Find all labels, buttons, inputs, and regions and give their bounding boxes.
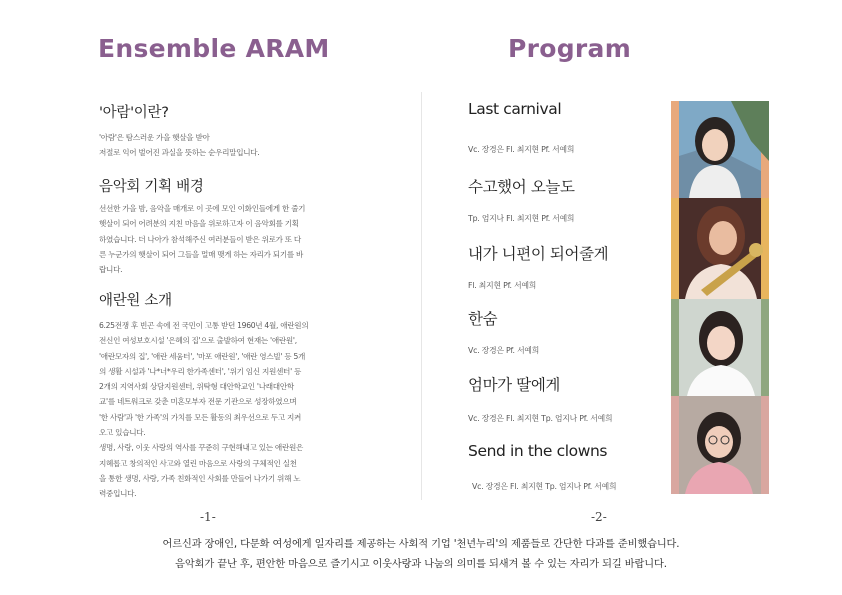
body-line: '한 사람'과 '한 가족'의 가치를 모든 활동의 최우선으로 두고 지켜 (99, 412, 302, 422)
program-credits-2: Tp. 엄지나 Fl. 최지현 Pf. 서예희 (468, 214, 575, 223)
program-title-2: 수고했어 오늘도 (468, 178, 575, 196)
program-title-5: 엄마가 딸에게 (468, 376, 560, 394)
body-line: 6.25전쟁 후 빈곤 속에 전 국민이 고통 받던 1960년 4월, 애란원의 (99, 321, 309, 330)
program-title-1: Last carnival (468, 100, 562, 118)
right-page-title: Program (508, 34, 632, 63)
body-line: 저절로 익어 벌어진 과실을 뜻하는 순우리말입니다. (99, 148, 260, 158)
program-credits-1: Vc. 장경은 Fl. 최지현 Pf. 서예희 (468, 145, 575, 154)
body-line: 랍니다. (99, 265, 123, 275)
body-line: 력중입니다. (99, 489, 137, 499)
section-heading-aram: '아람'이란? (99, 105, 169, 121)
page-number-left: -1- (200, 510, 216, 524)
body-line: 하였습니다. 더 나아가 참석해주신 여러분들이 받은 위로가 또 다 (99, 234, 301, 244)
body-line: 지혜롭고 창의적인 사고와 열린 마음으로 사랑의 구체적인 실천 (99, 458, 297, 468)
left-page-title: Ensemble ARAM (98, 34, 330, 63)
program-credits-6: Vc. 장경은 Fl. 최지현 Tp. 엄지나 Pf. 서예희 (472, 482, 617, 491)
body-line: '아람'은 탐스러운 가을 햇살을 받아 (99, 133, 210, 142)
body-line: 른 누군가의 햇살이 되어 그들을 멀매 맺게 하는 자리가 되기를 바 (99, 249, 304, 259)
performer-photo-2 (671, 198, 769, 299)
body-line: 오고 있습니다. (99, 428, 146, 438)
section-heading-background: 음악회 기획 배경 (99, 179, 204, 195)
program-credits-3: Fl. 최지현 Pf. 서예희 (468, 281, 537, 290)
program-credits-5: Vc. 장경은 Fl. 최지현 Tp. 엄지나 Pf. 서예희 (468, 414, 613, 423)
performer-photo-3 (671, 299, 769, 396)
page-divider (421, 92, 422, 500)
body-line: 생명, 사랑, 이웃 사랑의 역사를 꾸준히 구현해내고 있는 애란원은 (99, 443, 304, 453)
body-line: 전신인 여성보호시설 '은혜의 집'으로 출발하여 현재는 '애란원', (99, 336, 297, 346)
body-line: 의 생활 시설과 '나*너*우리 한가족센터', '위기 임신 지원센터' 등 (99, 366, 302, 376)
footer-line-2: 음악회가 끝난 후, 편안한 마음으로 즐기시고 이웃사랑과 나눔의 의미를 되새겨 볼 수 있는 자리가 되길 바랍니다. (175, 559, 667, 570)
body-line: 을 통한 생명, 사랑, 가족 친화적인 사회를 만들어 나가기 위해 노 (99, 473, 301, 483)
performer-photo-4 (671, 396, 769, 494)
program-credits-4: Vc. 장경은 Pf. 서예희 (468, 346, 540, 355)
section-body-aeranwon (99, 318, 308, 502)
body-line: '애란모자의 집', '애란 세움터', '마포 애란원', '애란 영스빌' 등 5개 (99, 351, 306, 361)
footer-line-1: 어르신과 장애인, 다문화 여성에게 일자리를 제공하는 사회적 기업 '천년누리'의 제품들로 간단한 다과를 준비했습니다. (162, 539, 680, 550)
body-line: 선선한 가을 밤, 음악을 매개로 이 곳에 모인 이화인들에게 한 줄기 (99, 204, 306, 213)
performer-photo-1 (671, 101, 769, 198)
program-title-3: 내가 니편이 되어줄게 (468, 245, 609, 263)
program-title-4: 한숨 (468, 310, 498, 328)
section-body-aram (99, 130, 259, 161)
section-heading-aeranwon: 애란원 소개 (99, 293, 172, 309)
body-line: 햇살이 되어 어려분의 지친 마음을 위로하고자 이 음악회를 기획 (99, 219, 299, 229)
section-body-background (99, 201, 305, 277)
body-line: 2개의 지역사회 상담지원센터, 위탁형 대안학교인 '나래대안학 (99, 382, 294, 392)
body-line: 교'를 네트워크로 갖춘 미혼모부자 전문 기관으로 성장하였으며 (99, 397, 297, 407)
page-number-right: -2- (591, 510, 607, 524)
program-title-6: Send in the clowns (468, 442, 608, 460)
